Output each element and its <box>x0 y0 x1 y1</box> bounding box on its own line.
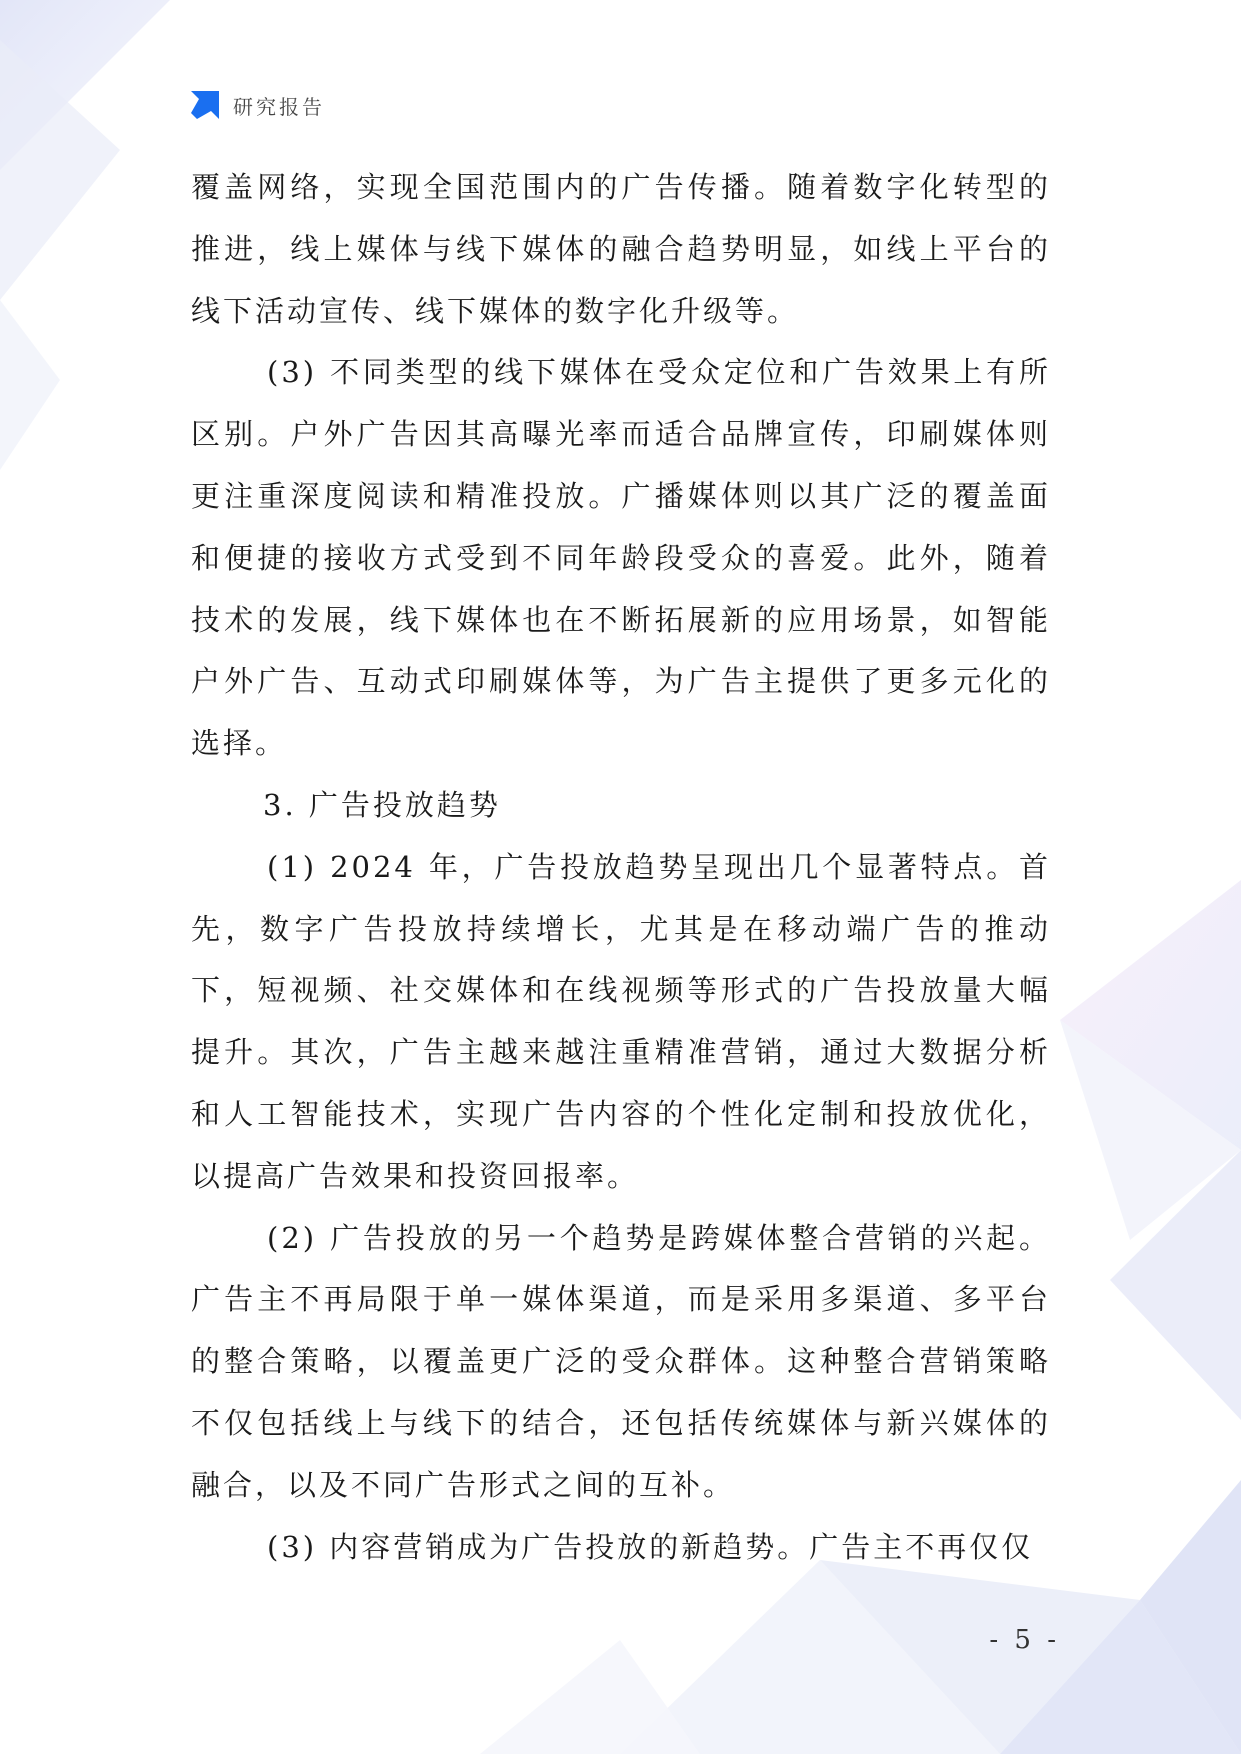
paragraph-trend-2: (2) 广告投放的另一个趋势是跨媒体整合营销的兴起。广告主不再局限于单一媒体渠道，而是采用多渠道、多平台的整合策略，以覆盖更广泛的受众群体。这种整合营销策略不仅包括线上与线下的结合，还包括传统媒体与新兴媒体的融合，以及不同广告形式之间的互补。 <box>191 1220 1051 1502</box>
document-body <box>191 157 1051 1578</box>
paragraph-offline-media-3: (3) 不同类型的线下媒体在受众定位和广告效果上有所区别。户外广告因其高曝光率而适合品牌宣传，印刷媒体则更注重深度阅读和精准投放。广播媒体则以其广泛的覆盖面和便捷的接收方式受到不同年龄段受众的喜爱。此外，随着技术的发展，线下媒体也在不断拓展新的应用场景，如智能户外广告、互动式印刷媒体等，为广告主提供了更多元化的选择。 <box>191 355 1051 761</box>
page-number: - 5 - <box>989 1625 1060 1655</box>
paragraph-trend-3: (3) 内容营销成为广告投放的新趋势。广告主不再仅仅 <box>267 1529 1034 1564</box>
paragraph-trend-1: (1) 2024 年，广告投放趋势呈现出几个显著特点。首先，数字广告投放持续增长，尤其是在移动端广告的推动下，短视频、社交媒体和在线视频等形式的广告投放量大幅提升。其次，广告主越来越注重精准营销，通过大数据分析和人工智能技术，实现广告内容的个性化定制和投放优化，以提高广告效果和投资回报率。 <box>191 849 1051 1193</box>
paragraph-continuation: 覆盖网络，实现全国范围内的广告传播。随着数字化转型的推进，线上媒体与线下媒体的融合趋势明显，如线上平台的线下活动宣传、线下媒体的数字化升级等。 <box>191 170 1051 328</box>
report-header <box>187 87 325 123</box>
arrow-up-right-icon <box>187 87 223 123</box>
section-heading: 3. 广告投放趋势 <box>263 787 501 822</box>
report-brand: 研究报告 <box>233 94 325 119</box>
